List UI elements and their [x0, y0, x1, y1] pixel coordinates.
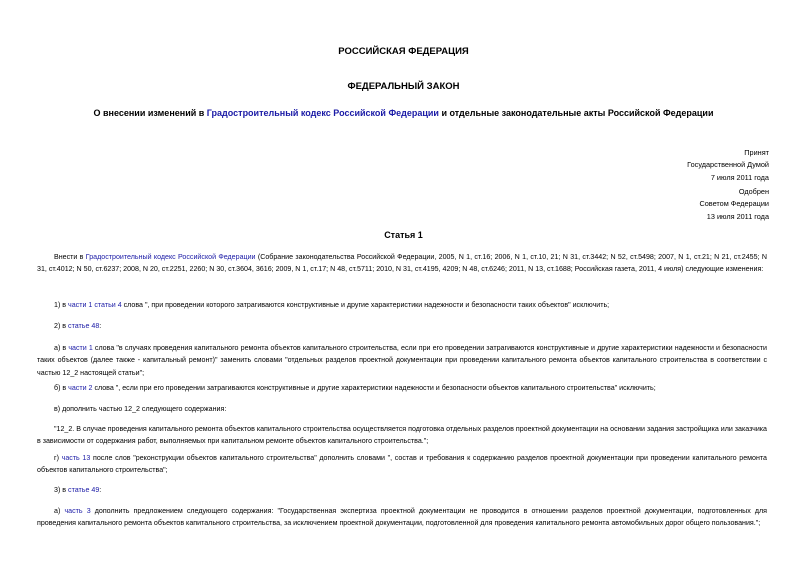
item-2v: в) дополнить частью 12_2 следующего содержания: — [54, 405, 227, 413]
item-text-end: : — [99, 486, 102, 494]
item-3a — [37, 505, 767, 530]
item-text: а) — [54, 507, 65, 515]
intro-code-link[interactable]: Градостроительный кодекс Российской Федерации — [85, 253, 256, 261]
approved-line: Одобрен — [738, 187, 769, 196]
item-3a-link[interactable]: часть 3 — [64, 507, 91, 515]
item-2v-quote: "12_2. В случае проведения капитального ремонта объектов капитального строительства осуществляется подготовка отдельных разделов проектной документации на основании задания застройщика или заказчика в зависимости от содержания работ, выполняемых при капитальном ремонте объектов капитального строительства."; — [37, 425, 767, 446]
item-2a — [37, 342, 767, 379]
item-1 — [37, 299, 767, 311]
item-2a-link[interactable]: части 1 — [68, 344, 93, 352]
item-text: 2) в — [54, 322, 69, 330]
item-1-link[interactable]: части 1 статьи 4 — [68, 301, 122, 309]
item-text-end: слова ", при проведении которого затрагиваются конструктивные и другие характеристики надежности и безопасности таких объектов" исключить; — [121, 301, 610, 309]
item-text-end: слова ", если при его проведении затрагиваются конструктивные и другие характеристики надежности и безопасности объектов капитального строительства" исключить; — [92, 384, 656, 392]
item-2b — [37, 382, 767, 394]
item-text: а) в — [54, 344, 69, 352]
item-3 — [37, 484, 767, 496]
approved-block — [699, 186, 769, 223]
intro-paragraph — [37, 251, 767, 276]
item-text: б) в — [54, 384, 69, 392]
intro-text-end: (Собрание законодательства Российской Федерации, 2005, N 1, ст.16; 2006, N 1, ст.10, 21; N 31, ст.3442; N 52, ст.5498; 2007, N 1, ст.21; N 21, ст.2455; N 31, ст.4012; N 50, ст.6237; 2008, N 20, ст.2251, 2260; N 30, ст.3604, 3616; 2009, N 1, ст.17; N 48, ст.5711; 2010, N 31, ст.4195, 4209; N 48, ст.6246; 2011, N 13, ст.1688; Российская газета, 2011, 4 июля) следующие изменения: — [37, 253, 767, 274]
item-text-end: дополнить предложением следующего содержания: "Государственная экспертиза проектной документации не проводится в отношении разделов проектной документации, подготовленных для проведения капитального ремонта объектов капитального строительства, за исключением проектной документации, подготовленной для проведения капитального ремонта автомобильных дорог общего пользования."; — [37, 507, 767, 528]
article-title: Статья 1 — [384, 230, 423, 240]
adopted-block — [687, 147, 769, 184]
approved-date: 13 июля 2011 года — [706, 211, 769, 221]
country-heading: РОССИЙСКАЯ ФЕДЕРАЦИЯ — [338, 46, 469, 57]
item-text: 1) в — [54, 301, 69, 309]
item-2 — [37, 320, 767, 332]
title-code-link[interactable]: Градостроительный кодекс Российской Федерации — [206, 108, 439, 118]
item-text-end: слова "в случаях проведения капитального ремонта объектов капитального строительства, если при его проведении затрагиваются конструктивные и другие характеристики надежности и безопасности таких объектов (далее также - капитальный ремонт)" заменить словами "отдельных разделов проектной документации при проведении капитального ремонта объектов капитального строительства в соответствии с частью 12_2 настоящей статьи"; — [37, 344, 767, 377]
doc-type-heading: ФЕДЕРАЛЬНЫЙ ЗАКОН — [347, 81, 460, 92]
item-text: 3) в — [54, 486, 69, 494]
title-text: О внесении изменений в — [93, 108, 207, 118]
adopted-line: Принят — [744, 148, 769, 157]
title-text-end: и отдельные законодательные акты Российской Федерации — [438, 108, 714, 118]
item-text: г) — [54, 454, 62, 462]
item-2-link[interactable]: статье 48 — [68, 322, 100, 330]
intro-text: Внести в — [54, 253, 86, 261]
adopted-date: 7 июля 2011 года — [710, 172, 769, 182]
item-2g — [37, 452, 767, 477]
approved-body: Советом Федерации — [699, 199, 769, 209]
item-2g-link[interactable]: часть 13 — [61, 454, 91, 462]
adopted-body: Государственной Думой — [687, 160, 769, 170]
item-3-link[interactable]: статье 49 — [68, 486, 100, 494]
item-text-end: после слов "реконструкции объектов капитального строительства" дополнить словами ", состав и требования к содержанию разделов проектной документации при проведении капитального ремонта объектов капитального строительства"; — [37, 454, 767, 475]
item-text-end: : — [99, 322, 102, 330]
law-title — [0, 108, 807, 118]
item-2b-link[interactable]: части 2 — [68, 384, 93, 392]
